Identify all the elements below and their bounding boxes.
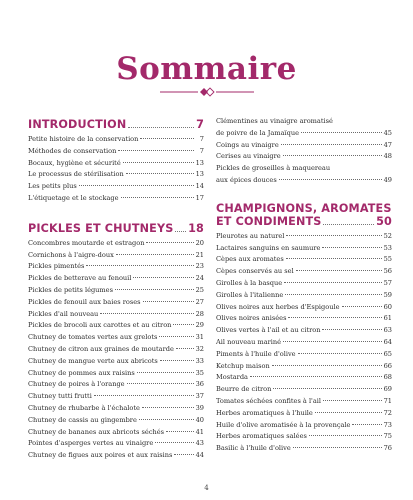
toc-entry[interactable] bbox=[216, 243, 392, 255]
toc-entry-page: 52 bbox=[383, 231, 392, 240]
toc-entry-page: 13 bbox=[195, 158, 204, 167]
toc-entry[interactable] bbox=[28, 250, 204, 262]
toc-entry[interactable] bbox=[28, 146, 204, 158]
toc-entry[interactable] bbox=[28, 344, 204, 356]
toc-entry-page: 66 bbox=[383, 361, 392, 370]
toc-entry-label: Pickles de betterave au fenouil bbox=[28, 274, 132, 283]
toc-entry-label: Pickles de brocoli aux carottes et au citron bbox=[28, 321, 172, 330]
toc-entry-page: 60 bbox=[383, 302, 392, 311]
toc-entry-label: Chutney de tomates vertes aux grelots bbox=[28, 333, 158, 342]
toc-entry-label: Chutney de mangue verte aux abricots bbox=[28, 356, 158, 365]
toc-entry-page: 7 bbox=[199, 135, 204, 143]
toc-entry[interactable] bbox=[216, 116, 392, 140]
toc-entry-page: 20 bbox=[195, 238, 204, 247]
toc-entry-page: 7 bbox=[199, 146, 204, 155]
toc-entry-label: Chutney de citron aux graines de moutarde bbox=[28, 344, 174, 353]
toc-entry-label: Concombres moutarde et estragon bbox=[28, 238, 145, 247]
toc-entry-label: Bocaux, hygiène et sécurité bbox=[28, 158, 121, 167]
toc-entry[interactable] bbox=[216, 361, 392, 373]
toc-entry-page: 21 bbox=[195, 250, 204, 259]
toc-entry-page: 41 bbox=[195, 427, 204, 436]
toc-entry-label: Chutney de pommes aux raisins bbox=[28, 368, 135, 377]
introduction-entries bbox=[28, 134, 204, 205]
toc-entry[interactable] bbox=[216, 372, 392, 384]
toc-entry-label: de poivre de la Jamaïque bbox=[216, 128, 299, 137]
toc-entry-page: 17 bbox=[195, 193, 204, 202]
toc-entry-label: Pleurotes au naturel bbox=[216, 231, 285, 240]
toc-entry[interactable] bbox=[28, 427, 204, 439]
toc-entry[interactable] bbox=[216, 231, 392, 243]
toc-entry[interactable] bbox=[28, 261, 204, 273]
toc-entry[interactable] bbox=[216, 408, 392, 420]
toc-entry[interactable] bbox=[28, 309, 204, 321]
toc-entry-label: Tomates séchées confites à l'ail bbox=[216, 396, 322, 405]
toc-entry[interactable] bbox=[28, 450, 204, 462]
toc-entry-label: Chutney de bananes aux abricots séchés bbox=[28, 427, 165, 436]
toc-entry-label: Pickles de fenouil aux baies roses bbox=[28, 297, 141, 306]
toc-entry-page: 72 bbox=[383, 408, 392, 417]
toc-entry-label: Girolles à la basque bbox=[216, 278, 283, 287]
toc-entry-page: 39 bbox=[195, 403, 204, 412]
toc-entry[interactable] bbox=[216, 254, 392, 266]
toc-entry-page: 57 bbox=[383, 278, 392, 287]
toc-entry-label: Petite histoire de la conservation bbox=[28, 135, 139, 143]
toc-entry-page: 48 bbox=[383, 152, 392, 161]
toc-entry-page: 56 bbox=[383, 267, 392, 276]
toc-entry-page: 73 bbox=[383, 420, 392, 429]
toc-entry[interactable] bbox=[28, 134, 204, 146]
section-page: 18 bbox=[188, 221, 204, 235]
toc-entry-page: 49 bbox=[383, 175, 392, 184]
toc-entry[interactable] bbox=[216, 163, 392, 187]
toc-entry[interactable] bbox=[28, 403, 204, 415]
toc-entry[interactable] bbox=[28, 169, 204, 181]
toc-entry-label: Girolles à l'italienne bbox=[216, 290, 284, 299]
toc-entry-label: Chutney de rhubarbe à l'échalote bbox=[28, 403, 140, 412]
toc-entry[interactable] bbox=[28, 438, 204, 450]
section-heading-introduction[interactable]: INTRODUCTION 7 bbox=[28, 118, 204, 131]
toc-entry-page: 27 bbox=[195, 297, 204, 306]
toc-entry-label: Les petits plus bbox=[28, 182, 77, 191]
toc-entry-label: Pickles d'ail nouveau bbox=[28, 309, 99, 318]
toc-entry-label: Chutney de figues aux poires et aux raisins bbox=[28, 451, 173, 460]
toc-entry[interactable] bbox=[28, 368, 204, 380]
toc-entry[interactable] bbox=[28, 356, 204, 368]
toc-column-left bbox=[28, 118, 204, 462]
toc-entry[interactable] bbox=[28, 238, 204, 250]
toc-entry-page: 45 bbox=[383, 128, 392, 137]
pickles-entries bbox=[28, 238, 204, 462]
toc-entry-page: 31 bbox=[195, 333, 204, 342]
pickles-continued-entries bbox=[216, 116, 392, 187]
toc-entry-page: 14 bbox=[195, 182, 204, 191]
toc-entry-page: 35 bbox=[195, 368, 204, 377]
toc-entry-page: 71 bbox=[383, 396, 392, 405]
toc-entry-label: Méthodes de conservation bbox=[28, 146, 117, 155]
toc-entry[interactable] bbox=[216, 290, 392, 302]
toc-entry-page: 59 bbox=[383, 290, 392, 299]
toc-entry-page: 23 bbox=[195, 262, 204, 271]
toc-column-right bbox=[216, 116, 392, 455]
toc-entry-label: Pickles de petits légumes bbox=[28, 285, 113, 294]
toc-entry[interactable] bbox=[216, 349, 392, 361]
toc-entry[interactable] bbox=[28, 158, 204, 170]
toc-entry-page: 64 bbox=[383, 337, 392, 346]
toc-entry[interactable] bbox=[28, 193, 204, 205]
section-heading-champignons[interactable]: CHAMPIGNONS, AROMATES ET CONDIMENTS 50 bbox=[216, 201, 392, 228]
toc-entry[interactable] bbox=[28, 285, 204, 297]
toc-entry-page: 47 bbox=[383, 140, 392, 149]
page-title: Sommaire bbox=[116, 51, 297, 87]
toc-entry[interactable] bbox=[216, 325, 392, 337]
toc-entry-page: 28 bbox=[195, 309, 204, 318]
toc-entry-page: 63 bbox=[383, 326, 392, 335]
toc-entry-label: Cèpes aux aromates bbox=[216, 255, 284, 264]
toc-entry[interactable] bbox=[216, 420, 392, 432]
toc-entry-label: Herbes aromatiques à l'huile bbox=[216, 408, 313, 417]
toc-entry-page: 65 bbox=[383, 349, 392, 358]
toc-entry-page: 76 bbox=[383, 444, 392, 453]
toc-entry-label: Olives noires aux herbes d'Espigoule bbox=[216, 302, 340, 311]
toc-entry-label: Cèpes conservés au sel bbox=[216, 267, 294, 276]
toc-entry[interactable] bbox=[216, 266, 392, 278]
toc-entry-page: 68 bbox=[383, 373, 392, 382]
toc-entry-page: 75 bbox=[383, 432, 392, 441]
toc-entry-label: Cornichons à l'aigre-doux bbox=[28, 250, 114, 259]
toc-entry-page: 53 bbox=[383, 243, 392, 252]
section-page: 50 bbox=[376, 214, 392, 228]
toc-entry[interactable] bbox=[216, 313, 392, 325]
toc-entry-label: Le processus de stérilisation bbox=[28, 170, 124, 179]
toc-entry[interactable] bbox=[28, 181, 204, 193]
toc-entry[interactable] bbox=[28, 320, 204, 332]
toc-entry-label: Cerises au vinaigre bbox=[216, 152, 281, 161]
toc-entry-label: Mostarda bbox=[216, 373, 248, 382]
toc-entry-page: 25 bbox=[195, 285, 204, 294]
toc-entry[interactable] bbox=[216, 302, 392, 314]
toc-entry-label: Clémentines au vinaigre aromatisé bbox=[216, 117, 333, 125]
toc-entry[interactable] bbox=[28, 391, 204, 403]
toc-entry-label: Chutney de cassis au gingembre bbox=[28, 415, 137, 424]
toc-entry-page: 61 bbox=[383, 314, 392, 323]
toc-entry-page: 36 bbox=[195, 380, 204, 389]
toc-entry-label: Pointes d'asperges vertes au vinaigre bbox=[28, 439, 154, 448]
toc-entry-page: 33 bbox=[195, 356, 204, 365]
toc-entry-label: Olives vertes à l'ail et au citron bbox=[216, 326, 321, 335]
toc-entry-page: 43 bbox=[195, 439, 204, 448]
toc-entry-label: Coings au vinaigre bbox=[216, 140, 279, 149]
toc-entry-page: 29 bbox=[195, 321, 204, 330]
toc-entry-label: Lactaires sanguins en saumure bbox=[216, 243, 321, 252]
toc-entry-label: Huile d'olive aromatisée à la provençale bbox=[216, 420, 351, 429]
toc-entry-label: aux épices douces bbox=[216, 175, 277, 184]
toc-entry[interactable] bbox=[28, 297, 204, 309]
toc-entry-label: L'étiquetage et le stockage bbox=[28, 193, 119, 202]
toc-entry[interactable] bbox=[28, 379, 204, 391]
toc-entry-page: 37 bbox=[195, 392, 204, 401]
toc-entry-label: Pickles de groseilles à maquereau bbox=[216, 164, 331, 173]
toc-entry[interactable] bbox=[28, 332, 204, 344]
toc-entry-label: Basilic à l'huile d'olive bbox=[216, 444, 291, 453]
toc-entry-page: 55 bbox=[383, 255, 392, 264]
toc-entry-page: 13 bbox=[195, 170, 204, 179]
toc-entry-label: Chutney tutti frutti bbox=[28, 392, 92, 401]
toc-entry-label: Beurre de citron bbox=[216, 385, 272, 394]
section-heading-pickles[interactable]: PICKLES ET CHUTNEYS 18 bbox=[28, 221, 204, 235]
toc-entry[interactable] bbox=[216, 431, 392, 443]
toc-entry[interactable] bbox=[216, 337, 392, 349]
toc-entry-label: Olives noires anisées bbox=[216, 314, 287, 323]
toc-entry-label: Piments à l'huile d'olive bbox=[216, 349, 296, 358]
toc-entry[interactable] bbox=[28, 415, 204, 427]
toc-entry-label: Ail nouveau mariné bbox=[216, 337, 282, 346]
toc-entry[interactable] bbox=[216, 384, 392, 396]
champignons-entries bbox=[216, 231, 392, 455]
divider-ornament bbox=[160, 87, 254, 97]
toc-entry-label: Pickles pimentés bbox=[28, 262, 85, 271]
toc-entry-page: 32 bbox=[195, 344, 204, 353]
toc-entry[interactable] bbox=[216, 443, 392, 455]
toc-entry[interactable] bbox=[216, 140, 392, 152]
toc-entry[interactable] bbox=[216, 396, 392, 408]
toc-entry-page: 24 bbox=[195, 274, 204, 283]
section-page: 7 bbox=[196, 118, 204, 131]
toc-entry-page: 69 bbox=[383, 385, 392, 394]
toc-entry-page: 44 bbox=[195, 451, 204, 460]
toc-entry-label: Herbes aromatiques salées bbox=[216, 432, 307, 441]
toc-entry-label: Ketchup maison bbox=[216, 361, 270, 370]
toc-entry-page: 40 bbox=[195, 415, 204, 424]
toc-entry[interactable] bbox=[216, 151, 392, 163]
page-number: 4 bbox=[204, 484, 209, 492]
toc-entry[interactable] bbox=[28, 273, 204, 285]
toc-entry[interactable] bbox=[216, 278, 392, 290]
toc-entry-label: Chutney de poires à l'orange bbox=[28, 380, 125, 389]
